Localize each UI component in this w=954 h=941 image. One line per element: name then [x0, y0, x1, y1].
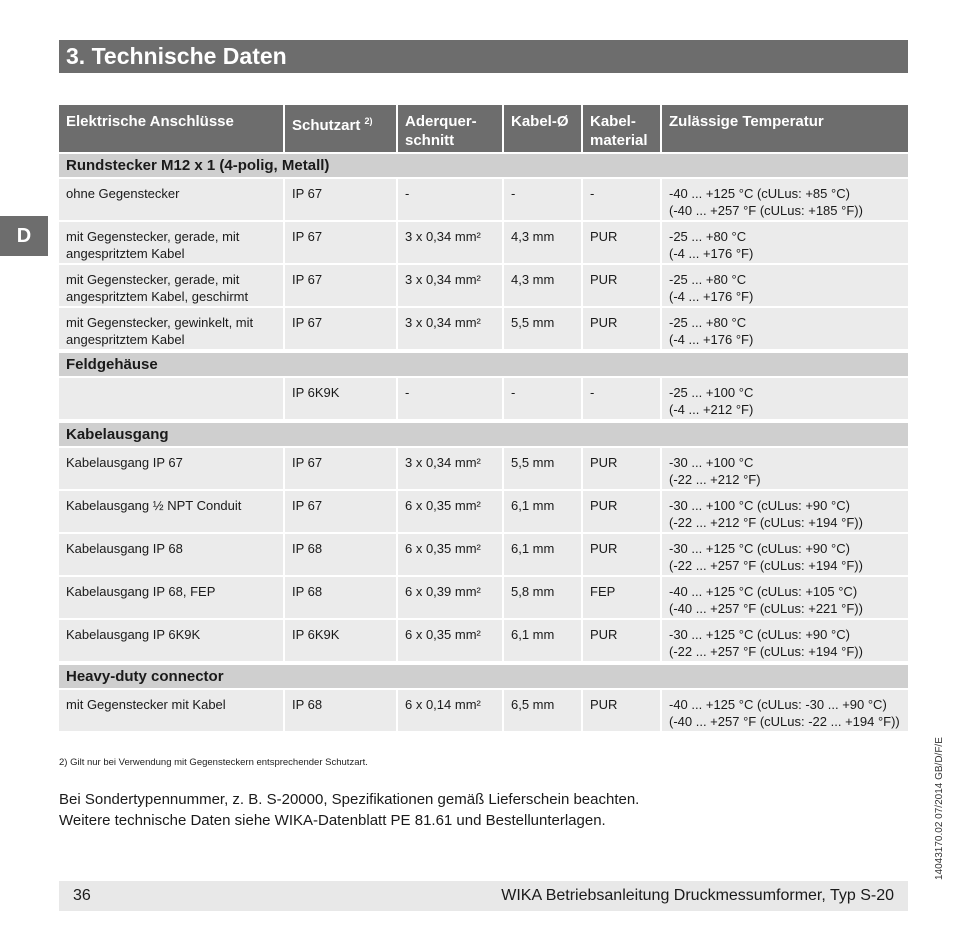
cell-protection-text: IP 67	[292, 498, 323, 513]
cell-connection	[59, 308, 285, 351]
cell-protection	[285, 620, 398, 663]
cell-protection-text: IP 6K9K	[292, 385, 340, 400]
footnote-ref: 2)	[364, 116, 373, 126]
page-number: 36	[73, 887, 91, 904]
cell-cable-diameter	[504, 308, 583, 351]
cell-temperature	[662, 690, 908, 733]
cell-cable-material-text: PUR	[590, 229, 618, 244]
header-cable-diameter: Kabel-Ø	[504, 105, 583, 152]
group-title: Rundstecker M12 x 1 (4-polig, Metall)	[59, 152, 908, 179]
cell-cross-section-text: 6 x 0,35 mm²	[405, 541, 481, 556]
cell-temperature	[662, 222, 908, 265]
cell-cross-section	[398, 534, 504, 577]
cell-connection	[59, 534, 285, 577]
table-row	[59, 378, 908, 421]
cell-protection	[285, 378, 398, 421]
cell-cable-diameter	[504, 491, 583, 534]
table-group-row	[59, 152, 908, 179]
cell-connection-text: angespritztem Kabel, geschirmt	[66, 289, 249, 304]
cell-cable-material	[583, 308, 662, 351]
cell-temperature-text: -40 ... +125 °C (cULus: +85 °C)	[669, 186, 850, 201]
cell-connection-text: mit Gegenstecker, gerade, mit	[66, 272, 240, 287]
document-title: WIKA Betriebsanleitung Druckmessumformer, Typ S-20	[501, 887, 894, 904]
cell-connection	[59, 491, 285, 534]
document-code: 14043170.02 07/2014 GB/D/F/E	[934, 737, 945, 880]
cell-temperature-text: (-4 ... +176 °F)	[669, 246, 754, 261]
cell-connection-text: angespritztem Kabel	[66, 332, 185, 347]
cell-temperature-text: (-4 ... +176 °F)	[669, 332, 754, 347]
cell-protection	[285, 577, 398, 620]
table-row	[59, 448, 908, 491]
cell-cable-material	[583, 265, 662, 308]
table-row	[59, 265, 908, 308]
cell-cable-material	[583, 690, 662, 733]
language-tab: D	[0, 216, 48, 256]
cell-cable-diameter	[504, 534, 583, 577]
cell-cable-diameter	[504, 179, 583, 222]
table-row	[59, 620, 908, 663]
cell-cable-diameter-text: 5,5 mm	[511, 315, 555, 330]
cell-cable-diameter	[504, 265, 583, 308]
cell-protection-text: IP 6K9K	[292, 627, 340, 642]
cell-cross-section	[398, 308, 504, 351]
cell-cable-material-text: -	[590, 186, 595, 201]
cell-temperature	[662, 179, 908, 222]
cell-cable-diameter	[504, 690, 583, 733]
cell-cable-diameter-text: 4,3 mm	[511, 229, 555, 244]
cell-cable-material-text: PUR	[590, 498, 618, 513]
notes	[59, 789, 639, 831]
header-cross-section: Aderquer- schnitt	[398, 105, 504, 152]
cell-connection-text: Kabelausgang IP 68	[66, 541, 183, 556]
cell-protection	[285, 308, 398, 351]
cell-cross-section-text: 3 x 0,34 mm²	[405, 315, 481, 330]
group-title: Feldgehäuse	[59, 351, 908, 378]
cell-protection	[285, 534, 398, 577]
cell-temperature-text: -25 ... +80 °C	[669, 229, 747, 244]
cell-cable-diameter	[504, 378, 583, 421]
cell-cable-material	[583, 577, 662, 620]
page-footer	[59, 881, 908, 911]
cell-protection-text: IP 68	[292, 697, 323, 712]
cell-cable-diameter-text: 5,8 mm	[511, 584, 555, 599]
cell-protection	[285, 690, 398, 733]
cell-temperature	[662, 265, 908, 308]
cell-connection	[59, 265, 285, 308]
cell-cable-material-text: PUR	[590, 627, 618, 642]
cell-cable-diameter	[504, 620, 583, 663]
group-title: Heavy-duty connector	[59, 663, 908, 690]
cell-protection-text: IP 68	[292, 584, 323, 599]
header-connections: Elektrische Anschlüsse	[59, 105, 285, 152]
cell-cross-section-text: 6 x 0,35 mm²	[405, 498, 481, 513]
cell-cable-material	[583, 378, 662, 421]
cell-temperature-text: (-40 ... +257 °F (cULus: +185 °F))	[669, 203, 863, 218]
cell-cross-section-text: 6 x 0,39 mm²	[405, 584, 481, 599]
header-temperature: Zulässige Temperatur	[662, 105, 908, 152]
cell-cable-diameter-text: 4,3 mm	[511, 272, 555, 287]
cell-protection-text: IP 67	[292, 186, 323, 201]
cell-temperature-text: (-22 ... +212 °F)	[669, 472, 761, 487]
cell-cable-material-text: FEP	[590, 584, 616, 599]
cell-cross-section-text: 3 x 0,34 mm²	[405, 229, 481, 244]
section-title: 3. Technische Daten	[59, 40, 908, 73]
cell-protection-text: IP 67	[292, 229, 323, 244]
cell-temperature	[662, 448, 908, 491]
cell-cable-material-text: PUR	[590, 272, 618, 287]
table-row	[59, 491, 908, 534]
cell-connection-text: angespritztem Kabel	[66, 246, 185, 261]
technical-data-table	[59, 105, 908, 733]
table-row	[59, 222, 908, 265]
cell-temperature-text: (-22 ... +257 °F (cULus: +194 °F))	[669, 644, 863, 659]
cell-connection	[59, 378, 285, 421]
cell-cable-material-text: PUR	[590, 541, 618, 556]
cell-connection-text: Kabelausgang IP 67	[66, 455, 183, 470]
group-title: Kabelausgang	[59, 421, 908, 448]
cell-temperature	[662, 308, 908, 351]
cell-cable-diameter-text: 5,5 mm	[511, 455, 555, 470]
cell-cable-material	[583, 534, 662, 577]
cell-cross-section-text: 6 x 0,14 mm²	[405, 697, 481, 712]
cell-cable-material	[583, 620, 662, 663]
table-group-row	[59, 351, 908, 378]
cell-temperature-text: -30 ... +100 °C	[669, 455, 754, 470]
cell-temperature-text: -40 ... +125 °C (cULus: -30 ... +90 °C)	[669, 697, 887, 712]
cell-connection	[59, 690, 285, 733]
cell-temperature-text: (-40 ... +257 °F (cULus: -22 ... +194 °F))	[669, 714, 900, 729]
cell-connection	[59, 577, 285, 620]
cell-cable-diameter-text: 6,1 mm	[511, 541, 555, 556]
cell-connection	[59, 448, 285, 491]
cell-temperature-text: -40 ... +125 °C (cULus: +105 °C)	[669, 584, 858, 599]
cell-connection-text: Kabelausgang IP 6K9K	[66, 627, 201, 642]
table-row	[59, 534, 908, 577]
cell-cable-diameter-text: 6,1 mm	[511, 498, 555, 513]
cell-temperature-text: (-40 ... +257 °F (cULus: +221 °F))	[669, 601, 863, 616]
table-group-row	[59, 663, 908, 690]
table-row	[59, 577, 908, 620]
cell-cable-diameter-text: 6,5 mm	[511, 697, 555, 712]
footnote: 2) Gilt nur bei Verwendung mit Gegensteckern entsprechender Schutzart.	[59, 757, 368, 768]
cell-cable-material-text: PUR	[590, 697, 618, 712]
cell-cross-section	[398, 577, 504, 620]
cell-temperature-text: -25 ... +100 °C	[669, 385, 754, 400]
cell-cross-section	[398, 265, 504, 308]
cell-cross-section-text: 3 x 0,34 mm²	[405, 455, 481, 470]
note-line: Bei Sondertypennummer, z. B. S-20000, Spezifikationen gemäß Lieferschein beachten.	[59, 791, 640, 808]
cell-temperature-text: -30 ... +100 °C (cULus: +90 °C)	[669, 498, 850, 513]
note-line: Weitere technische Daten siehe WIKA-Datenblatt PE 81.61 und Bestellunterlagen.	[59, 812, 606, 829]
cell-protection	[285, 179, 398, 222]
table-group-row	[59, 421, 908, 448]
cell-cross-section-text: -	[405, 385, 410, 400]
cell-protection-text: IP 68	[292, 541, 323, 556]
cell-temperature-text: (-4 ... +176 °F)	[669, 289, 754, 304]
cell-cross-section	[398, 690, 504, 733]
cell-protection-text: IP 67	[292, 315, 323, 330]
cell-connection	[59, 620, 285, 663]
cell-temperature-text: -25 ... +80 °C	[669, 272, 747, 287]
cell-cable-material	[583, 222, 662, 265]
cell-cross-section-text: -	[405, 186, 410, 201]
table-row	[59, 308, 908, 351]
cell-protection	[285, 265, 398, 308]
header-protection: Schutzart $^{2)}$	[285, 105, 398, 152]
cell-connection-text: mit Gegenstecker mit Kabel	[66, 697, 226, 712]
cell-temperature-text: -30 ... +125 °C (cULus: +90 °C)	[669, 627, 850, 642]
cell-cable-material	[583, 179, 662, 222]
cell-temperature	[662, 620, 908, 663]
cell-protection-text: IP 67	[292, 272, 323, 287]
cell-protection	[285, 448, 398, 491]
cell-temperature-text: (-22 ... +212 °F (cULus: +194 °F))	[669, 515, 863, 530]
cell-cable-material-text: PUR	[590, 455, 618, 470]
cell-cross-section	[398, 179, 504, 222]
cell-temperature-text: -25 ... +80 °C	[669, 315, 747, 330]
cell-cross-section	[398, 491, 504, 534]
cell-protection	[285, 222, 398, 265]
cell-temperature	[662, 534, 908, 577]
table-row	[59, 690, 908, 733]
cell-connection-text: ohne Gegenstecker	[66, 186, 180, 201]
cell-connection	[59, 222, 285, 265]
cell-cross-section	[398, 448, 504, 491]
cell-temperature	[662, 378, 908, 421]
cell-temperature	[662, 577, 908, 620]
cell-cable-diameter-text: -	[511, 385, 516, 400]
cell-connection-text: mit Gegenstecker, gewinkelt, mit	[66, 315, 254, 330]
table-header-row	[59, 105, 908, 152]
cell-connection	[59, 179, 285, 222]
cell-cross-section-text: 6 x 0,35 mm²	[405, 627, 481, 642]
cell-cross-section	[398, 620, 504, 663]
cell-temperature	[662, 491, 908, 534]
header-cable-material: Kabel- material	[583, 105, 662, 152]
cell-cross-section-text: 3 x 0,34 mm²	[405, 272, 481, 287]
cell-cable-diameter	[504, 577, 583, 620]
table-row	[59, 179, 908, 222]
cell-temperature-text: -30 ... +125 °C (cULus: +90 °C)	[669, 541, 850, 556]
cell-cable-diameter	[504, 448, 583, 491]
cell-temperature-text: (-4 ... +212 °F)	[669, 402, 754, 417]
cell-connection-text: mit Gegenstecker, gerade, mit	[66, 229, 240, 244]
cell-protection	[285, 491, 398, 534]
cell-cable-diameter-text: -	[511, 186, 516, 201]
cell-temperature-text: (-22 ... +257 °F (cULus: +194 °F))	[669, 558, 863, 573]
cell-protection-text: IP 67	[292, 455, 323, 470]
cell-connection-text: Kabelausgang ½ NPT Conduit	[66, 498, 242, 513]
cell-cable-material-text: -	[590, 385, 595, 400]
cell-cable-material-text: PUR	[590, 315, 618, 330]
cell-cross-section	[398, 222, 504, 265]
cell-cable-material	[583, 491, 662, 534]
cell-cross-section	[398, 378, 504, 421]
cell-cable-material	[583, 448, 662, 491]
cell-connection-text: Kabelausgang IP 68, FEP	[66, 584, 216, 599]
cell-cable-diameter-text: 6,1 mm	[511, 627, 555, 642]
cell-cable-diameter	[504, 222, 583, 265]
